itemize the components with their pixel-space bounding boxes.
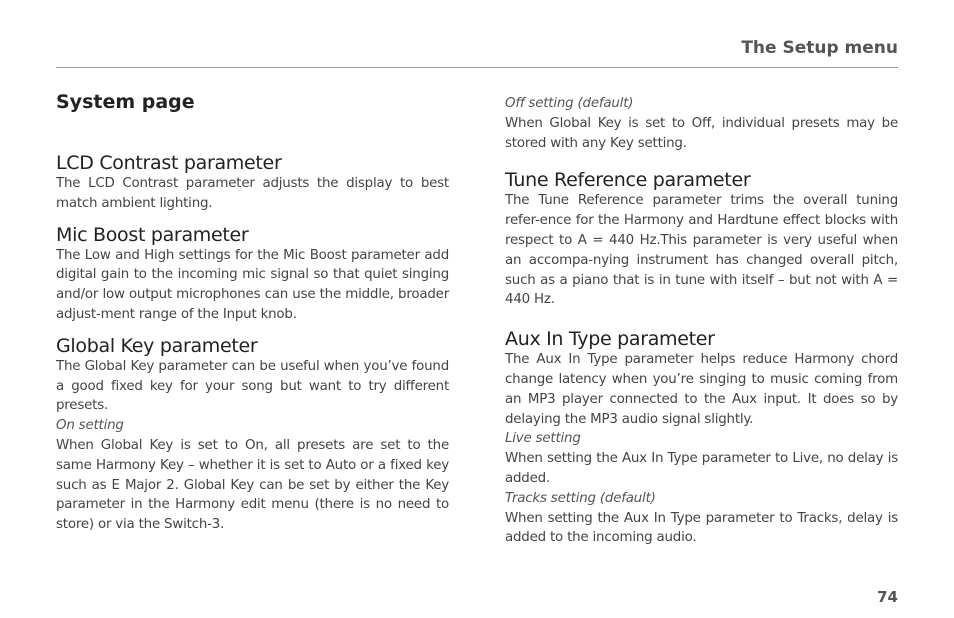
section-mic-boost (56, 224, 449, 325)
section-heading: Aux In Type parameter (505, 328, 715, 351)
subheading-on-setting: On setting (56, 418, 124, 434)
section-body: The Tune Reference parameter trims the overall tuning refer-ence for the Harmony and Hardtune effect blocks with respect to A = 440 Hz.This parameter is very useful when an accompa-nying instrument has changed overall pitch, such as a piano that is in tune with itself – but not with A = 440 Hz. (505, 193, 898, 308)
section-tune-reference (505, 169, 898, 310)
section-body: The LCD Contrast parameter adjusts the display to best match ambient lighting. (56, 176, 449, 211)
header-divider (56, 67, 898, 68)
section-heading: Tune Reference parameter (505, 169, 751, 192)
page-number: 74 (877, 588, 898, 606)
tracks-setting-body: When setting the Aux In Type parameter to Tracks, delay is added to the incoming audio. (505, 510, 898, 546)
left-column (56, 88, 449, 545)
section-lcd-contrast (56, 152, 449, 214)
section-global-key (56, 335, 449, 535)
subheading-off-setting: Off setting (default) (505, 96, 634, 111)
page-title: System page (56, 91, 195, 113)
section-aux-in-type (505, 328, 898, 548)
on-setting-body: When Global Key is set to On, all presets are set to the same Harmony Key – whether it is set to Auto or a fixed key such as E Major 2. Global Key can be set by either the Key parameter in the Harmony edit menu (there is no need to store) or via the Switch-3. (56, 437, 449, 533)
section-heading: Global Key parameter (56, 334, 258, 357)
section-heading: Mic Boost parameter (56, 223, 249, 246)
section-off-setting (505, 94, 898, 153)
running-header: The Setup menu (741, 38, 898, 58)
subheading-live-setting: Live setting (505, 431, 581, 447)
section-body: The Global Key parameter can be useful when you’ve found a good fixed key for your song but want to try different presets. (56, 358, 449, 414)
off-setting-body: When Global Key is set to Off, individual presets may be stored with any Key setting. (505, 115, 898, 151)
subheading-tracks-setting: Tracks setting (default) (505, 490, 656, 506)
section-body: The Aux In Type parameter helps reduce Harmony chord change latency when you’re singing to music coming from an MP3 player connected to the Aux input. It does so by delaying the MP3 audio signal slightly. (505, 352, 898, 427)
live-setting-body: When setting the Aux In Type parameter to Live, no delay is added. (505, 451, 898, 486)
right-column (505, 94, 898, 558)
section-heading: LCD Contrast parameter (56, 152, 282, 174)
section-body: The Low and High settings for the Mic Boost parameter add digital gain to the incoming mic signal so that quiet singing and/or low output microphones can use the middle, broader adjust-ment range of the Input knob. (56, 247, 449, 322)
